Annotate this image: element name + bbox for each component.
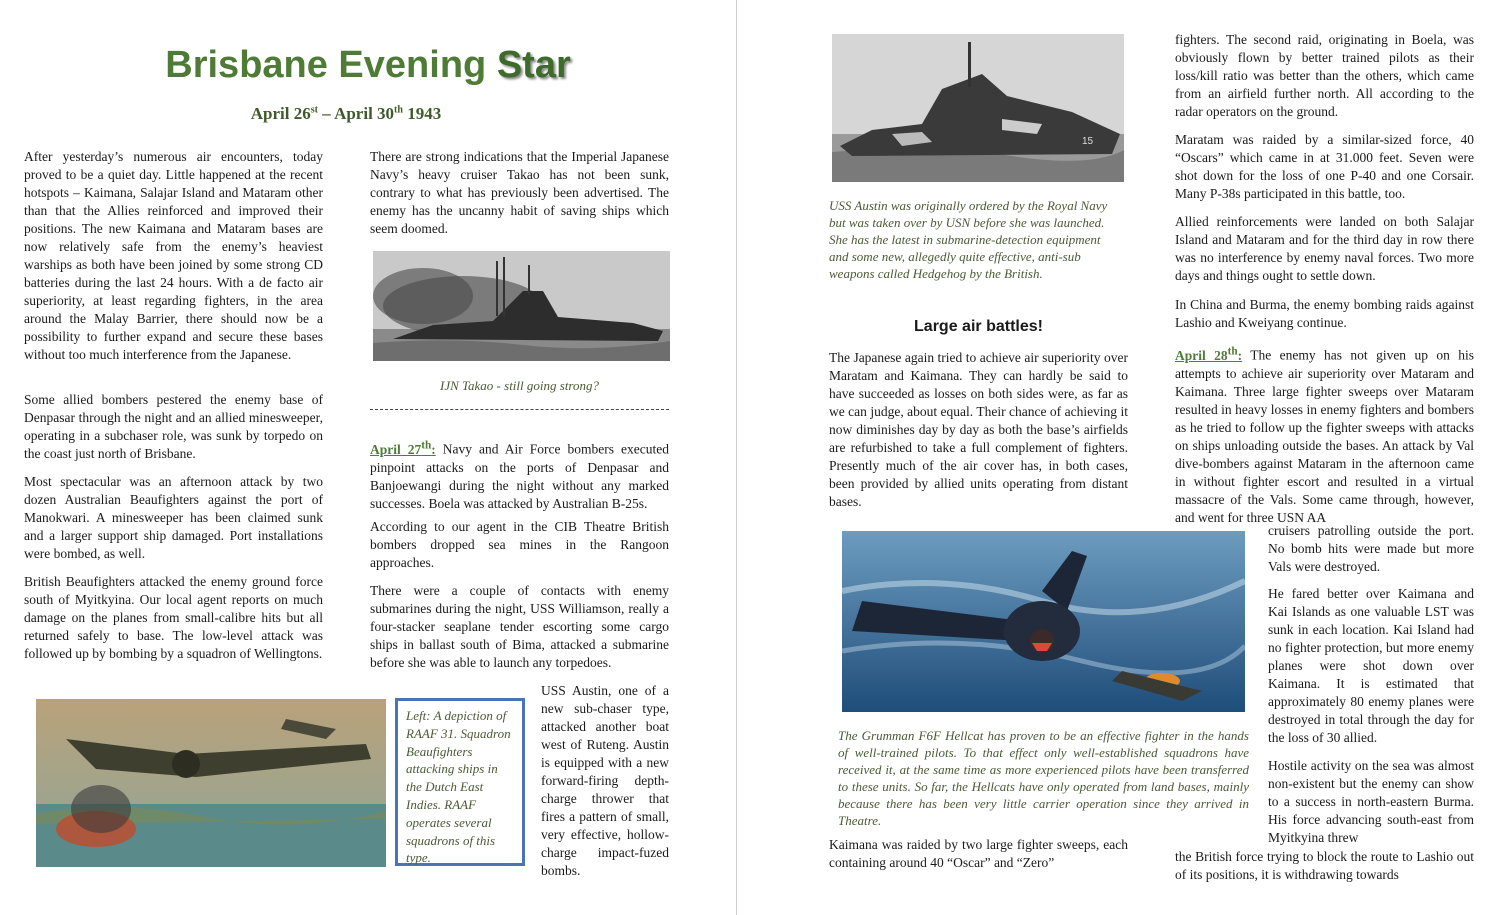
- dateline-year: 1943: [402, 104, 442, 123]
- article-april-27-text: Navy and Air Force bombers executed pinpoint attacks on the ports of Denpasar and Banjoewangi during the night without any marked successes. Boela was attacked by Australian B-25s.: [370, 441, 669, 511]
- beaufighter-caption-box: [395, 698, 525, 866]
- article-manokwari: Most spectacular was an afternoon attack by two dozen Australian Beaufighters against the port of Manokwari. A minesweeper has been claimed sunk and a larger support ship damaged. Port installations were bombed, as well.: [24, 474, 323, 561]
- dateline-start-suffix: st: [310, 104, 318, 116]
- uss-austin-photo: [832, 34, 1124, 182]
- dateline-separator: –: [318, 104, 335, 123]
- article-hostile-activity: Hostile activity on the sea was almost non-existent but the enemy can show to a success in north-eastern Burma. His force advancing south-east from Myitkyina threw: [1268, 758, 1474, 845]
- article-takao: There are strong indications that the Imperial Japanese Navy’s heavy cruiser Takao has not been sunk, contrary to what has previously been advertised. The enemy has the uncanny habit of saving ships which seem doomed.: [370, 149, 669, 236]
- dateline-end-suffix: th: [394, 104, 403, 116]
- svg-text:15: 15: [1082, 136, 1094, 147]
- article-april-28-text: The enemy has not given up on his attempts to achieve air superiority over Mataram and Kaimana. Three large fighter sweeps over Mataram resulted in heavy losses in enemy fighters and bombers as he tried to follow up the fighter sweeps with attacks on ships unloading outside the bases. An attack by Val dive-bombers against Mataram in the afternoon came in without fighter escort and resulted in a virtual massacre of the Vals. Some came through, however, and went for three USN AA: [1175, 347, 1474, 525]
- uss-austin-caption: USS Austin was originally ordered by the Royal Navy but was taken over by USN before she was launched. She has the latest in submarine-detection equipment and some new, allegedly quite effective, anti-sub weapons called Hedgehog by the British.: [829, 198, 1108, 281]
- takao-photo: [373, 251, 670, 361]
- article-kai-islands: He fared better over Kaimana and Kai Islands as one valuable LST was sunk in each location. Kai Island had no fighter protection, but more enemy planes were shot down over Kaimana. It is estimated that approximately 80 enemy planes were destroyed in total through the day for the loss of 30 allied.: [1268, 586, 1474, 745]
- dateline: [0, 104, 692, 124]
- date-label-april-28-text: April 28: [1175, 347, 1228, 363]
- dateline-end: April 30: [334, 104, 395, 123]
- article-reinforcements: Allied reinforcements were landed on both Salajar Island and Mataram and for the third day in row there was no interference by enemy naval forces. Two more days and things ought to settle down.: [1175, 214, 1474, 283]
- date-label-april-27-colon: :: [431, 441, 436, 457]
- article-aa-cruisers: cruisers patrolling outside the port. No bomb hits were made but more Vals were destroyed.: [1268, 523, 1474, 574]
- article-submarine-contact: There were a couple of contacts with enemy submarines during the night, USS Williamson, really a four-stacker seaplane tender escorting some cargo ships in ballast south of Bima, attacked a submarine before she was able to launch any torpedoes.: [370, 583, 669, 670]
- page-divider: [736, 0, 737, 915]
- dateline-start: April 26: [250, 104, 311, 123]
- article-maratam-raid: Maratam was raided by a similar-sized force, 40 “Oscars” which came in at 31.000 feet. Seven were shot down for the loss of one P-40 and one Corsair. Many P-38s participated in this battle, too.: [1175, 132, 1474, 201]
- date-label-april-27: [370, 439, 436, 457]
- masthead-star: Star: [496, 44, 571, 86]
- article-lashio: the British force trying to block the route to Lashio out of its positions, it is withdrawing towards: [1175, 849, 1474, 882]
- article-uss-austin: USS Austin, one of a new sub-chaser type, attacked another boat west of Ruteng. Austin is equipped with a new forward-firing depth-charge thrower that fires a pattern of small, very effective, hollow-charge impact-fuzed bombs.: [541, 683, 669, 878]
- date-label-april-28: [1175, 345, 1243, 363]
- hellcat-painting: [842, 531, 1245, 712]
- article-april-28: [1175, 342, 1474, 527]
- article-air-superiority: The Japanese again tried to achieve air superiority over Maratam and Kaimana. They can hardly be said to have succeeded as losses on both sides were, as far as we can judge, about equal. Their chance of achieving it now diminishes day by day as both the base’s airfields are refurbished to take a full complement of fighters. Presently much of the air cover has, in both cases, been provided by allied units operating from distant bases.: [829, 350, 1128, 509]
- date-label-april-27-suffix: th: [421, 439, 432, 451]
- section-divider: [370, 409, 669, 410]
- article-quiet-day: After yesterday’s numerous air encounters, today proved to be a quiet day. Little happened at the recent hotspots – Kaimana, Salajar Island and Mataram other than that the Allies reinforced and improved their positions. The new Kaimana and Mataram bases are now relatively safe from the enemy’s heaviest warships as both have been joined by some strong CD batteries during the last 24 hours. With a de facto air superiority, at least regarding fighters, in the area around the Malay Barrier, there should now be a possibility to further expand and secure these bases without too much interference from the Japanese.: [24, 149, 323, 362]
- article-china-burma: In China and Burma, the enemy bombing raids against Lashio and Kweiyang continue.: [1175, 297, 1474, 330]
- masthead-title: [0, 44, 736, 87]
- masthead-main: Brisbane Evening: [165, 44, 487, 86]
- date-label-april-28-colon: :: [1237, 347, 1243, 363]
- beaufighter-caption: Left: A depiction of RAAF 31. Squadron Beaufighters attacking ships in the Dutch East Indies. RAAF operates several squadrons of this type.: [406, 708, 511, 866]
- article-cib-theatre: According to our agent in the CIB Theatre British bombers dropped sea mines in the Rangoon approaches.: [370, 519, 669, 570]
- date-label-april-28-suffix: th: [1227, 345, 1238, 357]
- hellcat-caption: The Grumman F6F Hellcat has proven to be an effective fighter in the hands of well-trained pilots. To that effect only well-established squadrons have received it, at the same time as more experienced pilots have been transferred to these units. So far, the Hellcats have only operated from land bases, mainly because there has been very little carrier operation since they arrived in Theatre.: [838, 728, 1249, 828]
- article-denpasar: Some allied bombers pestered the enemy base of Denpasar through the night and an allied minesweeper, operating in a subchaser role, was sunk by torpedo on the coast just north of Brisbane.: [24, 392, 323, 461]
- section-heading-air-battles: Large air battles!: [914, 318, 1043, 335]
- article-second-raid: fighters. The second raid, originating in Boela, was obviously flown by better trained pilots as their loss/kill ratio was better than the others, which came from an airfield further north. All according to the radar operators on the ground.: [1175, 32, 1474, 119]
- article-kaimana-raid: Kaimana was raided by two large fighter sweeps, each containing around 40 “Oscar” and “Zero”: [829, 837, 1128, 870]
- date-label-april-27-text: April 27: [370, 441, 422, 457]
- article-april-27: [370, 436, 669, 513]
- takao-caption: IJN Takao - still going strong?: [439, 378, 600, 393]
- article-myitkyina: British Beaufighters attacked the enemy ground force south of Myitkyina. Our local agent reports on much damage on the planes from small-calibre hits but all returned safely to base. The low-level attack was followed up by bombing by a squadron of Wellingtons.: [24, 574, 323, 661]
- beaufighter-painting: [36, 699, 386, 867]
